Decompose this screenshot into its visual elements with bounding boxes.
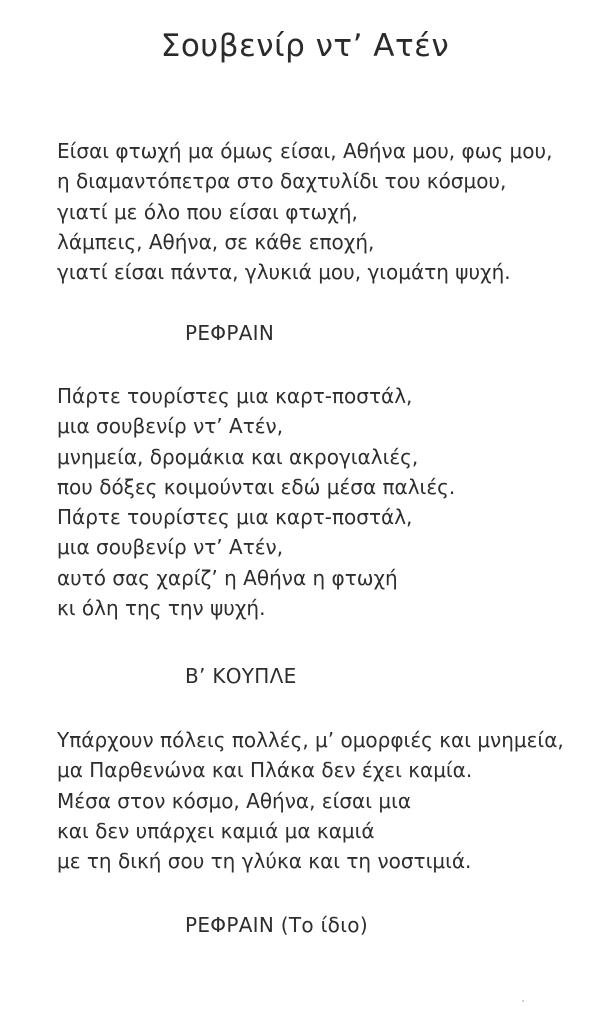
refrain-heading: ΡΕΦΡΑΙΝ <box>185 321 275 345</box>
verse-line: και δεν υπάρχει καμιά μα καμιά <box>57 818 375 843</box>
chorus-line: αυτό σας χαρίζ’ η Αθήνα η φτωχή <box>57 565 398 590</box>
chorus-line: μνημεία, δρομάκια και ακρογιαλιές, <box>57 444 419 469</box>
verse-line: λάμπεις, Αθήνα, σε κάθε εποχή, <box>57 229 375 254</box>
verse-line: με τη δική σου τη γλύκα και τη νοστιμιά. <box>57 849 472 874</box>
verse-line: Είσαι φτωχή μα όμως είσαι, Αθήνα μου, φως μου, <box>57 139 553 163</box>
chorus <box>57 381 455 623</box>
verse-line: γιατί με όλο που είσαι φτωχή, <box>57 199 358 224</box>
verse-line: η διαμαντόπετρα στο δαχτυλίδι του κόσμου, <box>57 169 507 194</box>
chorus-line: μια σουβενίρ ντ’ Ατέν, <box>57 535 284 560</box>
chorus-line: που δόξες κοιμούνται εδώ μέσα παλιές. <box>57 474 456 499</box>
verse-one <box>57 136 552 287</box>
second-couplet-heading: Β’ ΚΟΥΠΛΕ <box>185 664 297 688</box>
chorus-line: μια σουβενίρ ντ’ Ατέν, <box>57 414 284 439</box>
refrain-repeat-heading: ΡΕΦΡΑΙΝ (Το ίδιο) <box>185 913 368 937</box>
chorus-line: Πάρτε τουρίστες μια καρτ-ποστάλ, <box>57 505 413 530</box>
chorus-line: Πάρτε τουρίστες μια καρτ-ποστάλ, <box>57 384 413 408</box>
song-title: Σουβενίρ ντ’ Ατέν <box>160 28 450 64</box>
chorus-line: κι όλη της την ψυχή. <box>57 596 266 621</box>
verse-two <box>57 725 564 876</box>
verse-line: μα Παρθενώνα και Πλάκα δεν έχει καμία. <box>57 758 473 783</box>
verse-line: γιατί είσαι πάντα, γλυκιά μου, γιομάτη ψυχή. <box>57 260 511 285</box>
verse-line: Υπάρχουν πόλεις πολλές, μ’ ομορφιές και μνημεία, <box>57 728 564 752</box>
scan-speck <box>522 1000 524 1002</box>
verse-line: Μέσα στον κόσμο, Αθήνα, είσαι μια <box>57 788 412 813</box>
